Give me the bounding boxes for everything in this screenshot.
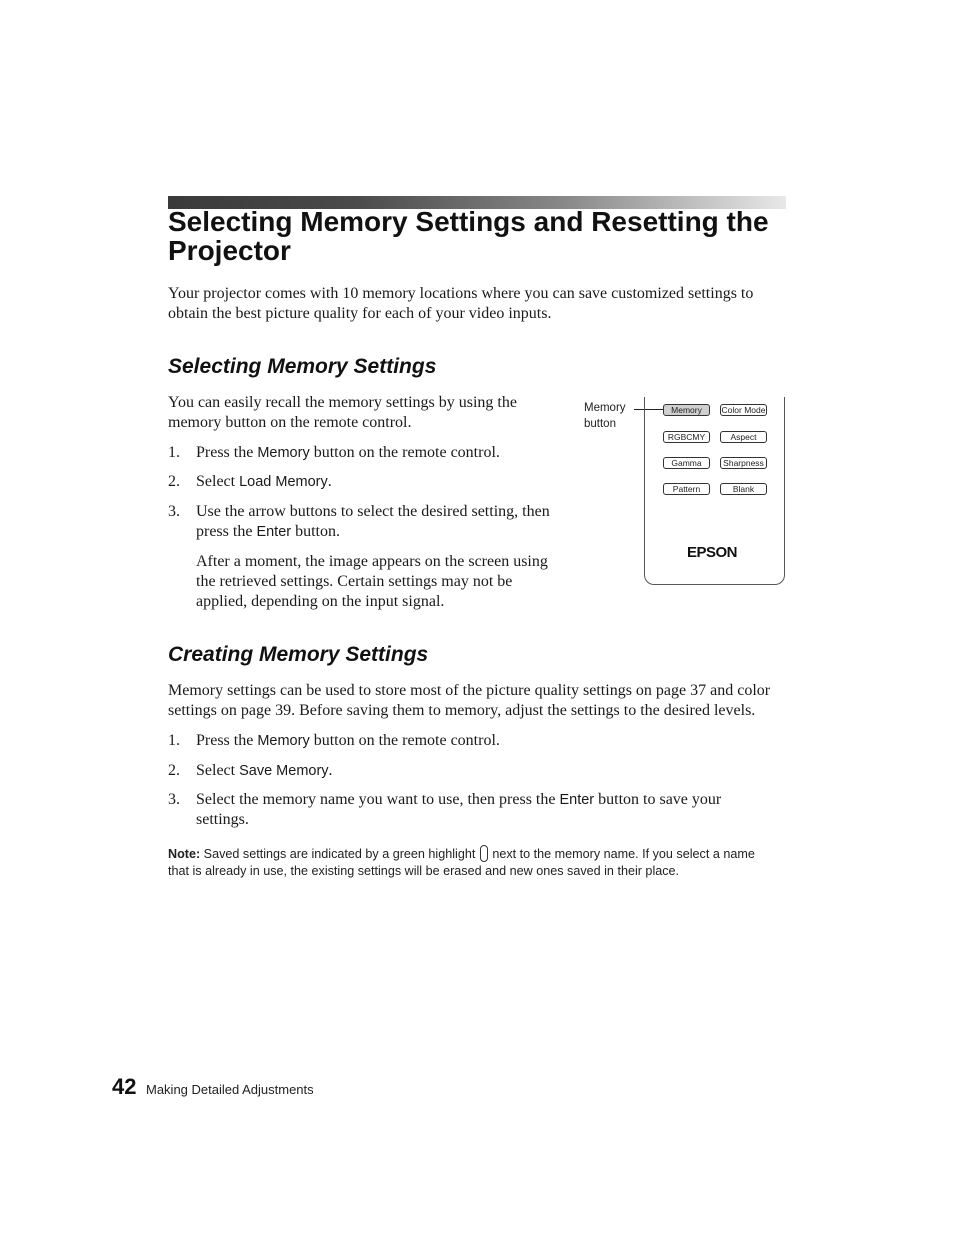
remote-pattern-button: Pattern [663,483,710,495]
section-heading-selecting: Selecting Memory Settings [168,355,437,378]
ui-term: Load Memory [239,474,328,490]
page-number: 42 [112,1074,137,1099]
memory-button-callout: Memory button [584,402,626,430]
step-text: Select Load Memory. [196,473,332,490]
remote-control-illustration [644,397,785,585]
ui-term: Save Memory [239,763,329,779]
step-number: 2. [168,762,180,779]
epson-logo: EPSON [687,544,738,561]
note-paragraph: Note: Saved settings are indicated by a green highlight next to the memory name. If you select a name that is already in use, the existing settings will be erased and new ones saved in their place. [168,847,755,878]
step-text: Select the memory name you want to use, then press the Enter button to save your settings. [196,791,722,828]
step-number: 2. [168,473,180,490]
page-title: Selecting Memory Settings and Resetting the Projector [168,206,769,266]
remote-sharpness-button: Sharpness [720,457,767,469]
remote-color-mode-button: Color Mode [721,405,766,415]
remote-aspect-button: Aspect [720,431,767,443]
section2-intro: Memory settings can be used to store most of the picture quality settings on page 37 and color settings on page 39. Before saving them to memory, adjust the settings to the desired levels. [168,682,771,719]
step-text: Use the arrow buttons to select the desired setting, then press the Enter button. [196,503,550,540]
step-number: 1. [168,732,180,749]
section1-intro: You can easily recall the memory settings by using the memory button on the remote control. [168,394,517,431]
step-text: Press the Memory button on the remote control. [196,444,500,461]
ui-term: Enter [256,524,292,540]
note-label: Note: [168,847,201,861]
step-number: 3. [168,503,180,520]
section1-after-text: After a moment, the image appears on the screen using the retrieved settings. Certain settings may not be applied, depending on the input signal. [196,553,548,610]
footer-section-title: Making Detailed Adjustments [146,1082,314,1097]
green-highlight-icon [480,845,488,862]
section-heading-creating: Creating Memory Settings [168,643,429,666]
remote-gamma-button: Gamma [663,457,710,469]
ui-term: Memory [257,733,310,749]
step-number: 3. [168,791,180,808]
remote-memory-button: Memory [663,404,710,416]
step-text: Select Save Memory. [196,762,333,779]
step-text: Press the Memory button on the remote control. [196,732,500,749]
intro-paragraph: Your projector comes with 10 memory locations where you can save customized settings to obtain the best picture quality for each of your video inputs. [168,285,754,322]
remote-rgbcmy-button: RGBCMY [663,431,710,443]
step-number: 1. [168,444,180,461]
remote-blank-button: Blank [720,483,767,495]
ui-term: Memory [257,445,310,461]
ui-term: Enter [559,792,595,808]
